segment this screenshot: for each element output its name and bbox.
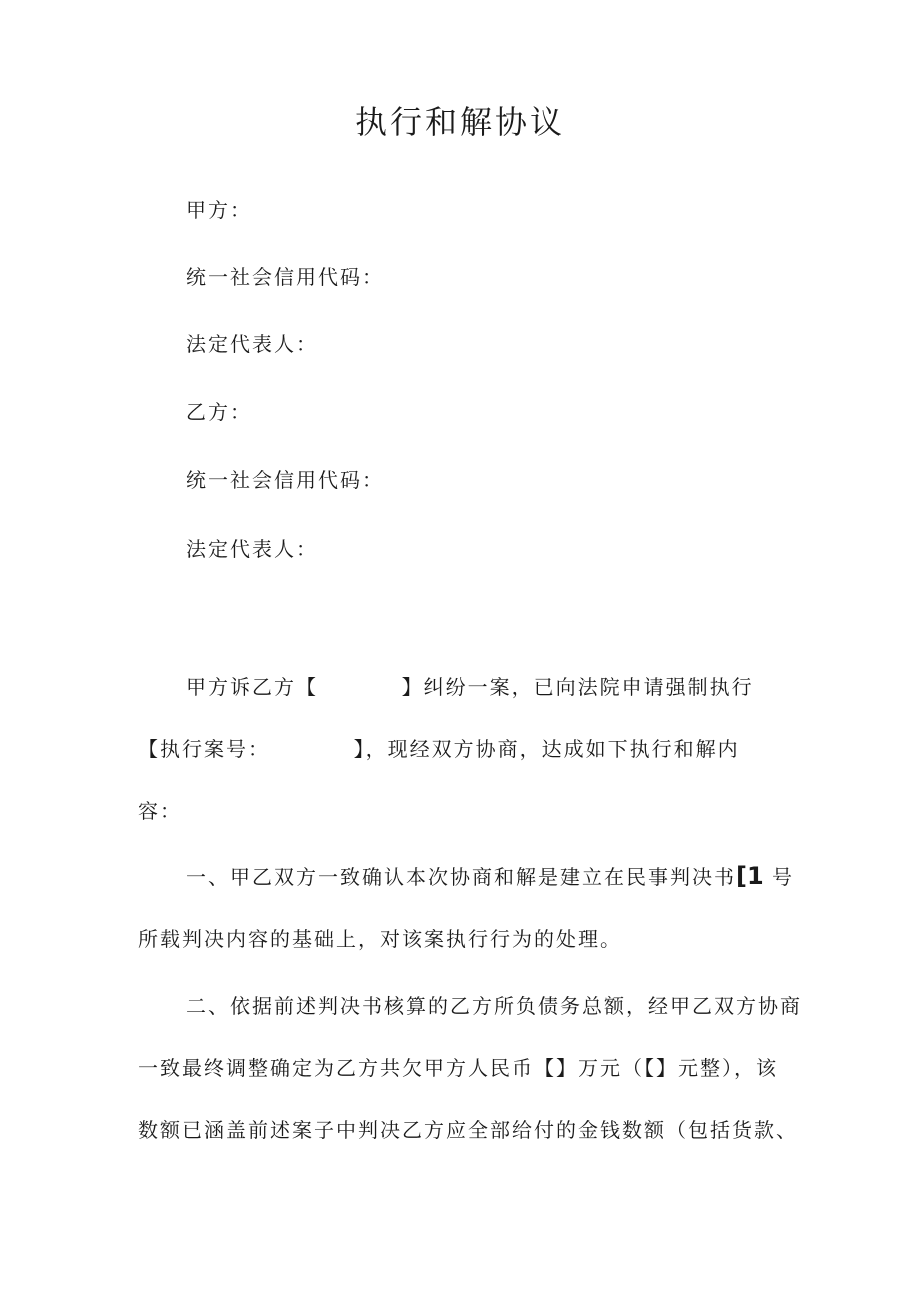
- party-b-credit-code-label: 统一社会信用代码：: [186, 468, 384, 492]
- clause-2-line-2: 一致最终调整确定为乙方共欠甲方人民币【】万元（【】元整），该: [138, 1056, 778, 1080]
- document-title: 执行和解协议: [354, 103, 565, 141]
- intro-line-3: 容：: [138, 799, 182, 823]
- clause-1-line-2: 所载判决内容的基础上，对该案执行行为的处理。: [138, 927, 622, 951]
- intro-line-1: 甲方诉乙方【 】纠纷一案，已向法院申请强制执行: [186, 675, 754, 699]
- party-b-label: 乙方：: [186, 400, 252, 424]
- clause-1-judgment-number: [1: [736, 862, 764, 890]
- clause-1-line-1-tail: 号: [772, 865, 795, 889]
- clause-1-line-1: [186, 862, 794, 891]
- party-a-legal-rep-label: 法定代表人：: [186, 332, 318, 356]
- clause-1-line-1-text: 一、甲乙双方一致确认本次协商和解是建立在民事判决书: [186, 865, 736, 889]
- clause-2-line-3: 数额已涵盖前述案子中判决乙方应全部给付的金钱数额（包括货款、: [138, 1118, 798, 1142]
- party-b-legal-rep-label: 法定代表人：: [186, 537, 318, 561]
- party-a-credit-code-label: 统一社会信用代码：: [186, 265, 384, 289]
- intro-line-2: 【执行案号： 】，现经双方协商，达成如下执行和解内: [138, 737, 740, 761]
- clause-2-line-1: 二、依据前述判决书核算的乙方所负债务总额，经甲乙双方协商: [186, 994, 802, 1018]
- party-a-label: 甲方：: [186, 198, 252, 222]
